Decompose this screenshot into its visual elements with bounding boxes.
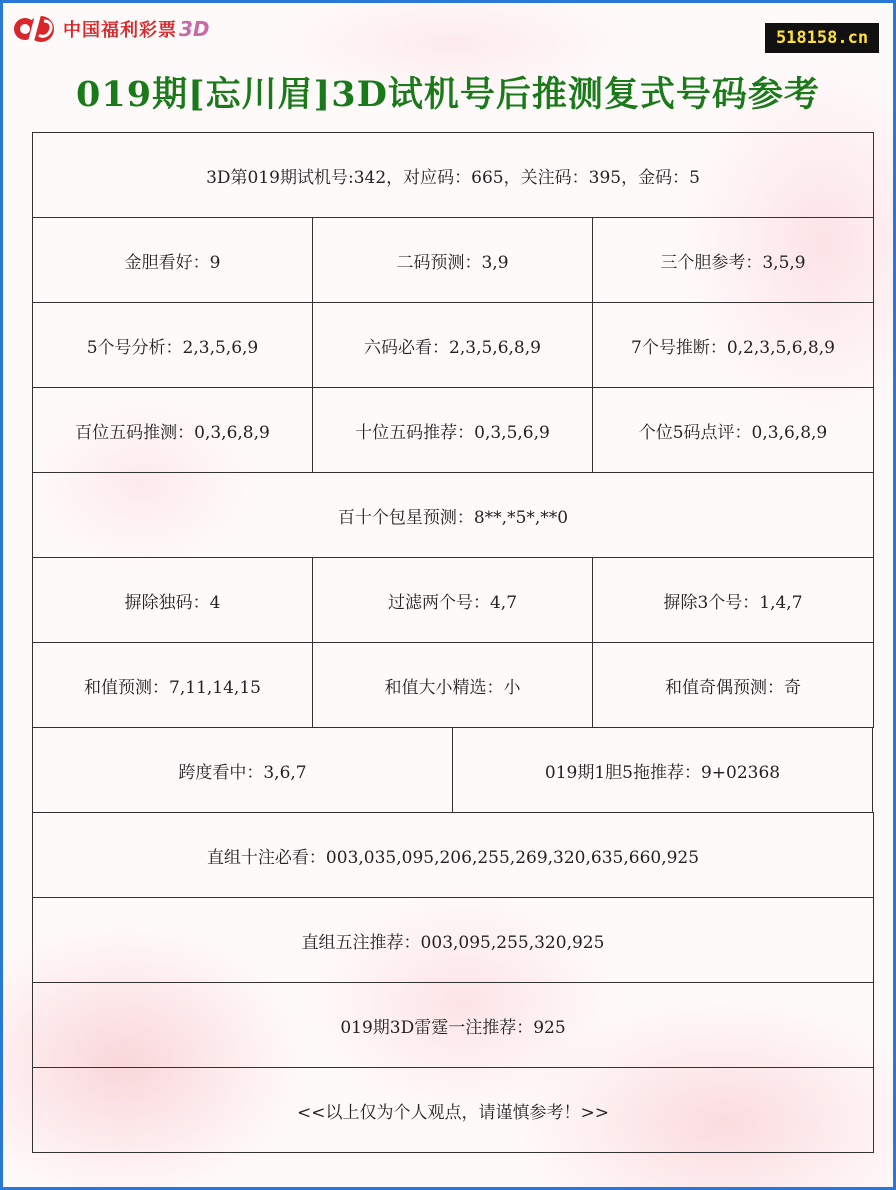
span-prediction: 跨度看中：3,6,7 [32, 728, 452, 812]
hundreds-five-code: 百位五码推测：0,3,6,8,9 [32, 388, 312, 472]
site-badge[interactable]: 518158.cn [765, 23, 879, 53]
golden-gall: 金胆看好：9 [32, 218, 312, 302]
table-row [32, 558, 874, 643]
filter-two-numbers: 过滤两个号：4,7 [312, 558, 592, 642]
two-code-prediction: 二码预测：3,9 [312, 218, 592, 302]
exclude-three-numbers: 摒除3个号：1,4,7 [592, 558, 874, 642]
thunder-single-bet: 019期3D雷霆一注推荐：925 [32, 983, 874, 1067]
page-title: 019期[忘川眉]3D试机号后推测复式号码参考 [76, 74, 820, 115]
direct-ten-bets: 直组十注必看：003,035,095,206,255,269,320,635,660,925 [32, 813, 874, 897]
one-gall-five-drag: 019期1胆5拖推荐：9+02368 [452, 728, 873, 812]
exclude-single-code: 摒除独码：4 [32, 558, 312, 642]
trial-number-info: 3D第019期试机号:342，对应码：665，关注码：395，金码：5 [32, 133, 874, 217]
table-row [32, 388, 874, 473]
table-row [32, 473, 874, 558]
logo-3d-text: 3D [179, 17, 210, 41]
prediction-table [32, 132, 874, 1153]
direct-five-bets: 直组五注推荐：003,095,255,320,925 [32, 898, 874, 982]
six-code-must-see: 六码必看：2,3,5,6,8,9 [312, 303, 592, 387]
table-row [32, 983, 874, 1068]
sum-size-pick: 和值大小精选：小 [312, 643, 592, 727]
three-gall-reference: 三个胆参考：3,5,9 [592, 218, 874, 302]
seven-number-inference: 7个号推断：0,2,3,5,6,8,9 [592, 303, 874, 387]
disclaimer: <<以上仅为个人观点，请谨慎参考！>> [32, 1068, 874, 1152]
table-row [32, 218, 874, 303]
table-row [32, 728, 874, 813]
table-row [32, 643, 874, 728]
welfare-lottery-logo-icon [11, 9, 59, 49]
table-row [32, 1068, 874, 1153]
position-star-prediction: 百十个包星预测：8**,*5*,**0 [32, 473, 874, 557]
table-row [32, 133, 874, 218]
sum-parity-prediction: 和值奇偶预测：奇 [592, 643, 874, 727]
sum-prediction: 和值预测：7,11,14,15 [32, 643, 312, 727]
units-five-code: 个位5码点评：0,3,6,8,9 [592, 388, 874, 472]
table-row [32, 303, 874, 388]
tens-five-code: 十位五码推荐：0,3,5,6,9 [312, 388, 592, 472]
table-row [32, 898, 874, 983]
table-row [32, 813, 874, 898]
logo-text: 中国福利彩票 [63, 20, 177, 41]
lottery-logo [11, 9, 210, 49]
five-number-analysis: 5个号分析：2,3,5,6,9 [32, 303, 312, 387]
